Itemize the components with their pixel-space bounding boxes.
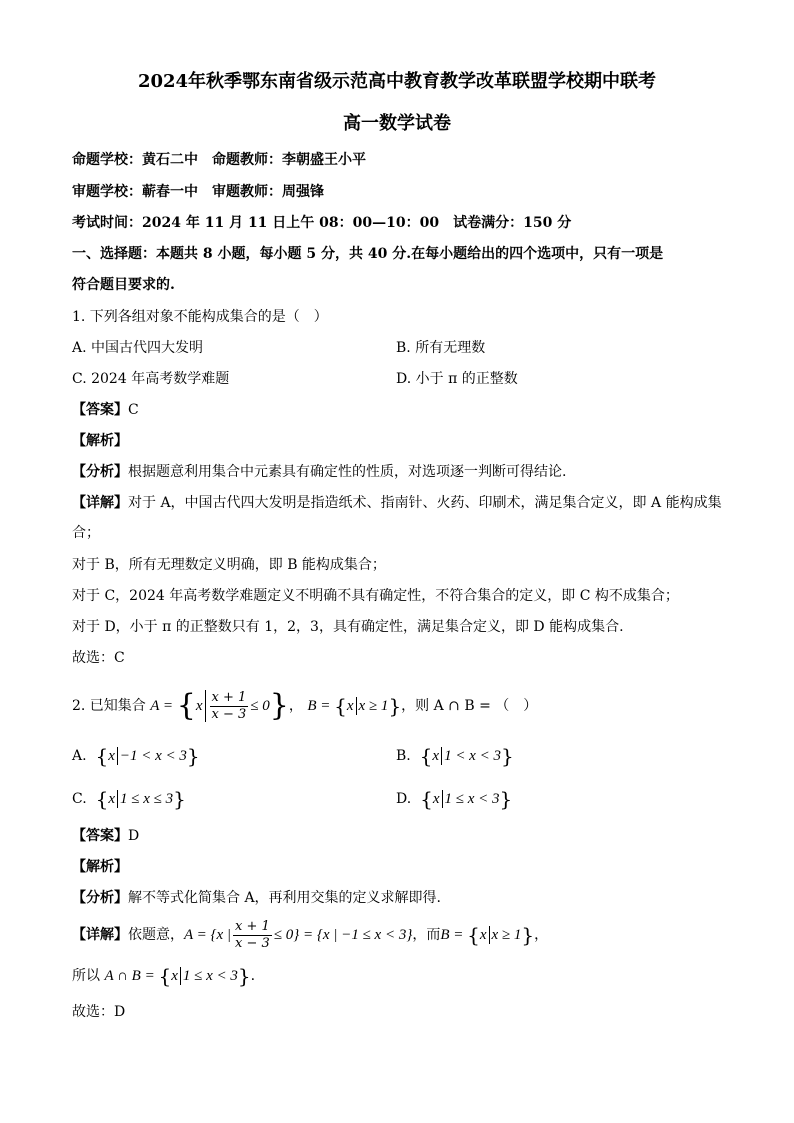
right-brace-icon: } [521,923,535,947]
left-brace-icon: { [95,744,109,768]
separator: ， [288,698,303,714]
q2-xiangjie [72,916,548,954]
q1-answer [72,400,139,420]
xj-set-b-body: x ≥ 1 [491,927,522,943]
q1-stem: 1. 下列各组对象不能构成集合的是（ ） [72,309,328,325]
so-expr: A ∩ B = [104,968,159,984]
xj-set-a-rel: ≤ 0} = {x | −1 ≤ x < 3} [273,927,413,943]
q2-option-c [72,787,186,811]
xiangjie-text: 对于 A，中国古代四大发明是指造纸术、指南针、火药、印刷术，满足集合定义，即 A 能构成集 [128,495,722,511]
so-body: 1 ≤ x < 3 [182,968,238,984]
q2-option-d [396,787,512,811]
set-b-body: x ≥ 1 [358,698,389,714]
xj-mid: ，而 [412,927,441,943]
q2-answer [72,826,139,846]
section-heading: 一、选择题：本题共 8 小题，每小题 5 分，共 40 分.在每小题给出的四个选项中，只有一项是 [72,246,664,262]
q2-choose: 故选：D [72,1004,126,1020]
fraction-numerator: x + 1 [235,918,270,934]
xj-end: ， [534,927,549,943]
divider-bar [117,790,118,808]
set-a-lhs: A = [150,698,177,714]
divider-bar [442,790,443,808]
divider-bar [356,697,357,715]
fenxi-text: 根据题意利用集合中元素具有确定性的性质，对选项逐一判断可得结论. [128,464,567,480]
right-brace-icon: } [500,744,514,768]
q1-fenxi [72,462,566,482]
option-label: A. [72,748,87,764]
xj-set-a-lhs: A = {x | [184,927,232,943]
left-brace-icon: { [467,923,480,947]
xj-set-b-var: x [479,927,487,943]
left-brace-icon: { [334,694,347,718]
q2-analysis-tag: 【解析】 [72,859,128,875]
right-brace-icon: } [173,787,186,811]
q1-option-a: A. 中国古代四大发明 [72,340,204,356]
q2-stem-suffix: ，则 A ∩ B = （ ） [401,698,538,714]
option-var: x [108,791,115,807]
q2-stem [72,688,537,724]
section-heading-cont: 符合题目要求的. [72,277,175,293]
option-var: x [432,748,440,764]
option-label: D. [396,791,412,807]
fraction-denominator: x − 3 [211,706,247,722]
xiangjie-prefix: 依题意， [128,927,184,943]
q1-option-b: B. 所有无理数 [396,340,486,356]
right-brace-icon: } [499,787,513,811]
divider-bar [489,926,490,944]
q1-line-b: 对于 B，所有无理数定义明确，即 B 能构成集合； [72,557,386,573]
fraction [233,919,272,952]
option-body: 1 ≤ x < 3 [444,791,500,807]
q2-option-a [72,744,200,768]
left-brace-icon: { [176,688,196,723]
set-a-relation: ≤ 0 [250,698,270,714]
xj-set-b-lhs: B = [440,927,468,943]
reviewer-info: 审题学校：蕲春一中 审题教师：周强锋 [72,184,324,200]
right-brace-icon: } [237,964,251,988]
q1-option-c: C. 2024 年高考数学难题 [72,371,230,387]
q1-xiangjie-cont: 合； [72,525,100,541]
set-a-var: x [195,698,203,714]
right-brace-icon: } [388,694,402,718]
left-brace-icon: { [419,744,433,768]
option-body: 1 ≤ x ≤ 3 [119,791,174,807]
answer-value: C [128,402,139,418]
q1-analysis-tag: 【解析】 [72,433,128,449]
right-brace-icon: } [269,688,289,723]
option-var: x [108,748,115,764]
left-brace-icon: { [95,787,109,811]
q2-option-b [396,744,514,768]
divider-bar [180,967,181,985]
q1-choose: 故选：C [72,650,125,666]
answer-tag: 【答案】 [72,402,128,418]
left-brace-icon: { [420,787,433,811]
left-brace-icon: { [158,964,172,988]
right-brace-icon: } [186,744,200,768]
xiangjie-tag: 【详解】 [72,495,128,511]
divider-bar [117,747,118,765]
q1-line-c: 对于 C，2024 年高考数学难题定义不明确不具有确定性，不符合集合的定义，即 C 构不成集合； [72,588,679,604]
q1-line-d: 对于 D，小于 π 的正整数只有 1，2，3，具有确定性，满足集合定义，即 D 能构成集合. [72,619,624,635]
option-body: 1 < x < 3 [444,748,501,764]
fraction-denominator: x − 3 [235,935,270,951]
option-body: −1 < x < 3 [119,748,187,764]
xiangjie-tag: 【详解】 [72,927,128,943]
fraction [210,690,249,723]
fraction-numerator: x + 1 [211,689,247,705]
exam-subtitle: 高一数学试卷 [343,113,451,134]
divider-bar [205,690,206,722]
answer-value: D [128,828,140,844]
option-label: B. [396,748,411,764]
option-var: x [432,791,440,807]
exam-title: 2024年秋季鄂东南省级示范高中教育教学改革联盟学校期中联考 [137,71,657,92]
fenxi-text: 解不等式化简集合 A，再利用交集的定义求解即得. [128,890,442,906]
q2-conclusion [72,964,255,988]
q2-stem-prefix: 2. 已知集合 [72,698,146,714]
divider-bar [441,747,442,765]
set-b-var: x [346,698,354,714]
exam-time-info: 考试时间：2024 年 11 月 11 日上午 08：00—10：00 试卷满分：150 分 [72,215,572,231]
so-var: x [171,968,178,984]
so-prefix: 所以 [72,968,105,984]
setter-info: 命题学校：黄石二中 命题教师：李朝盛王小平 [72,152,366,168]
q2-fenxi [72,888,441,908]
fenxi-tag: 【分析】 [72,464,128,480]
q1-option-d: D. 小于 π 的正整数 [396,371,518,387]
set-b-lhs: B = [307,698,335,714]
option-label: C. [72,791,87,807]
answer-tag: 【答案】 [72,828,128,844]
q1-xiangjie [72,493,722,513]
fenxi-tag: 【分析】 [72,890,128,906]
so-end: . [250,968,256,984]
